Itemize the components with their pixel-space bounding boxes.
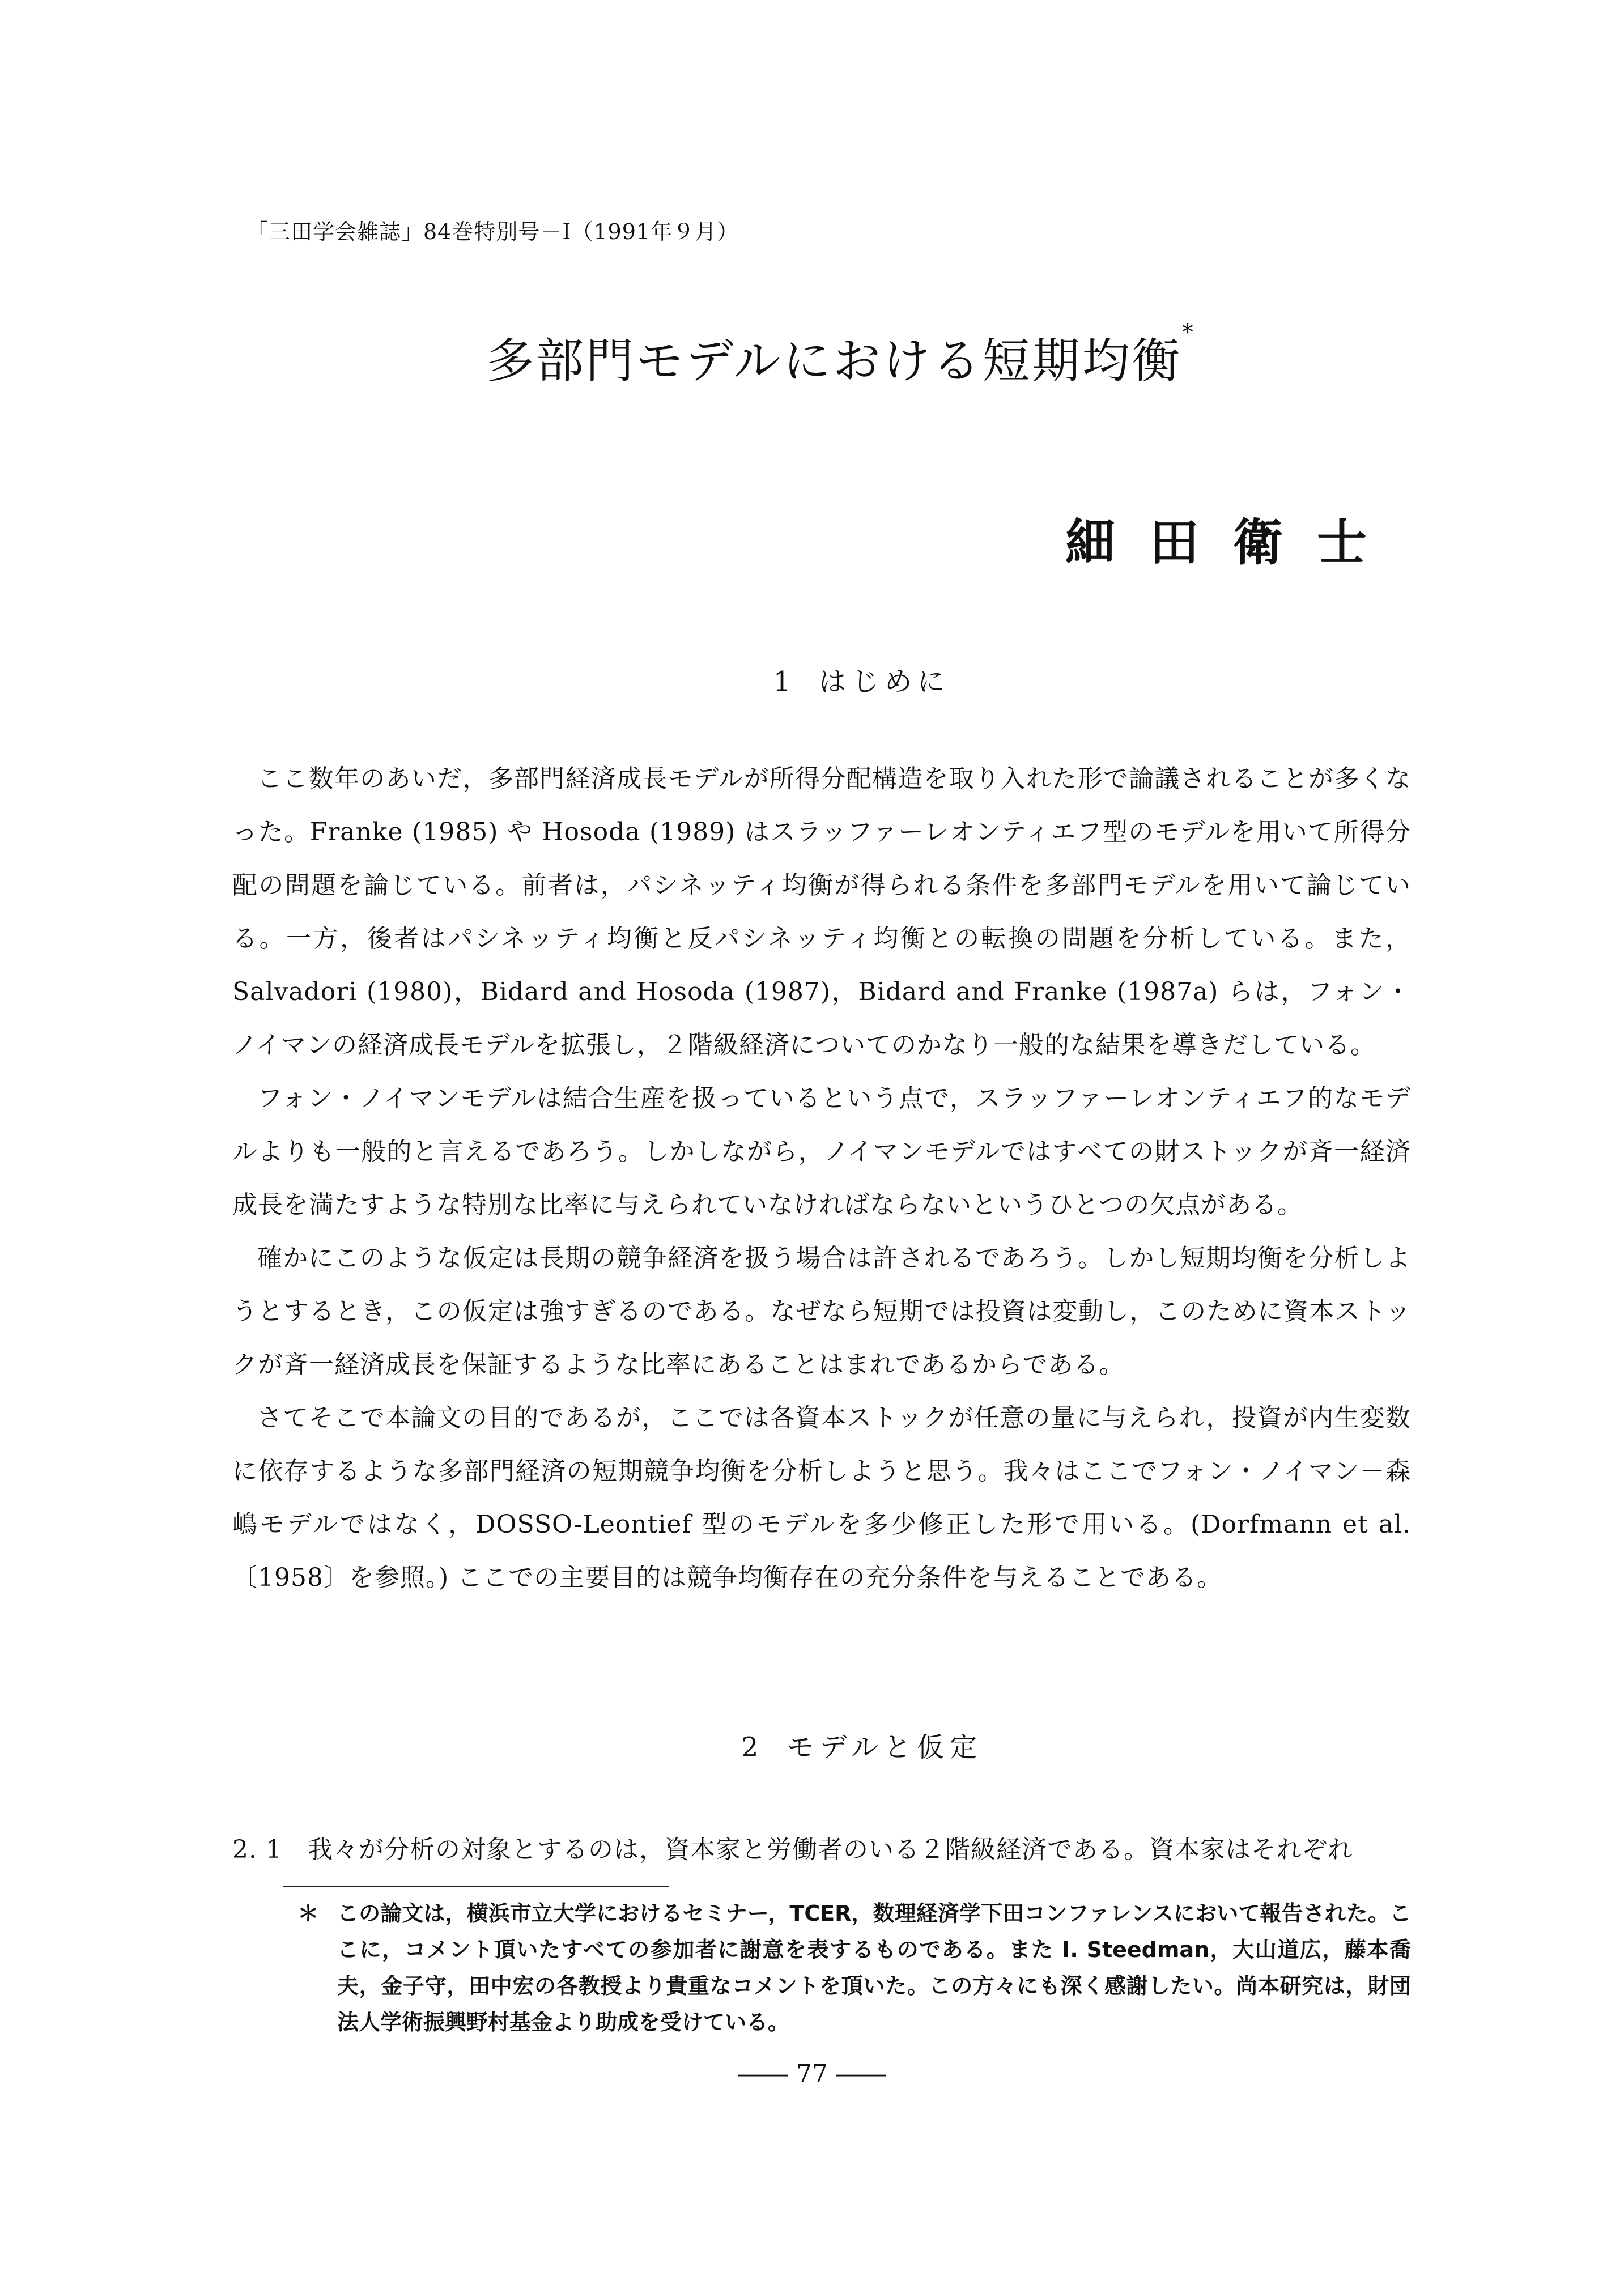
section-heading: [50, 1725, 1624, 1764]
author-name: 細田衛士: [1065, 513, 1401, 572]
section-title: はじめに: [819, 666, 951, 697]
paragraph: フォン・ノイマンモデルは結合生産を扱っているという点で，スラッファーレオンティエフ的なモデルよりも一般的と言えるであろう。しかしながら，ノイマンモデルではすべての財ストックが斉一経済成長を満たすような特別な比率に与えられていなければならないというひとつの欠点がある。: [232, 1084, 1411, 1219]
article-title-text: 多部門モデルにおける短期均衡: [486, 333, 1182, 389]
paragraph: ここ数年のあいだ，多部門経済成長モデルが所得分配構造を取り入れた形で論議されることが多くなった。Franke (1985) や Hosoda (1989) はスラッファーレオンティエフ型のモデルを用いて所得分配の問題を論じている。前者は，パシネッティ均衡が得られる条件を多部門モデルを用いて論じている。一方，後者はパシネッティ均衡と反パシネッティ均衡との転換の問題を分析している。また，Salvadori (1980)，Bidard and Hosoda (1987)，Bidard and Franke (1987a) らは，フォン・ノイマンの経済成長モデルを拡張し，２階級経済についてのかなり一般的な結果を導きだしている。: [232, 764, 1411, 1060]
page-number: ―― 77 ――: [738, 2060, 886, 2088]
title-footnote-mark: *: [1181, 320, 1196, 346]
footnote-divider: [283, 1886, 669, 1887]
journal-citation: 「三田学会雑誌」84巻特別号－Ⅰ（1991年９月）: [246, 219, 739, 244]
footnote-text: この論文は，横浜市立大学におけるセミナー，TCER，数理経済学下田コンファレンスにおいて報告された。ここに，コメント頂いたすべての参加者に謝意を表するものである。また I. Steedman，大山道広，藤本喬夫，金子守，田中宏の各教授より貴重なコメントを頂いた。この方々にも深く感謝したい。尚本研究は，財団法人学術振興野村基金より助成を受けている。: [337, 1901, 1411, 2035]
paragraph: さてそこで本論文の目的であるが，ここでは各資本ストックが任意の量に与えられ，投資が内生変数に依存するような多部門経済の短期競争均衡を分析しようと思う。我々はここでフォン・ノイマン－森嶋モデルではなく，DOSSO-Leontief 型のモデルを多少修正した形で用いる。(Dorfmann et al.〔1958〕を参照。) ここでの主要目的は競争均衡存在の充分条件を与えることである。: [232, 1403, 1411, 1592]
article-title: [486, 320, 1196, 392]
section-heading: [50, 660, 1624, 699]
footnote-mark: ＊: [297, 1901, 320, 1926]
section-1-body: [232, 752, 1411, 1605]
subsection-2-1: 2. 1 我々が分析の対象とするのは，資本家と労働者のいる２階級経済である。資本家はそれぞれ: [232, 1835, 1353, 1864]
section-number: 1: [773, 666, 797, 697]
paragraph: 確かにこのような仮定は長期の競争経済を扱う場合は許されるであろう。しかし短期均衡を分析しようとするとき，この仮定は強すぎるのである。なぜなら短期では投資は変動し，このために資本ストックが斉一経済成長を保証するような比率にあることはまれであるからである。: [232, 1244, 1411, 1379]
footnote: [297, 1895, 1411, 2040]
section-title: モデルと仮定: [787, 1732, 983, 1763]
section-number: 2: [741, 1732, 764, 1763]
